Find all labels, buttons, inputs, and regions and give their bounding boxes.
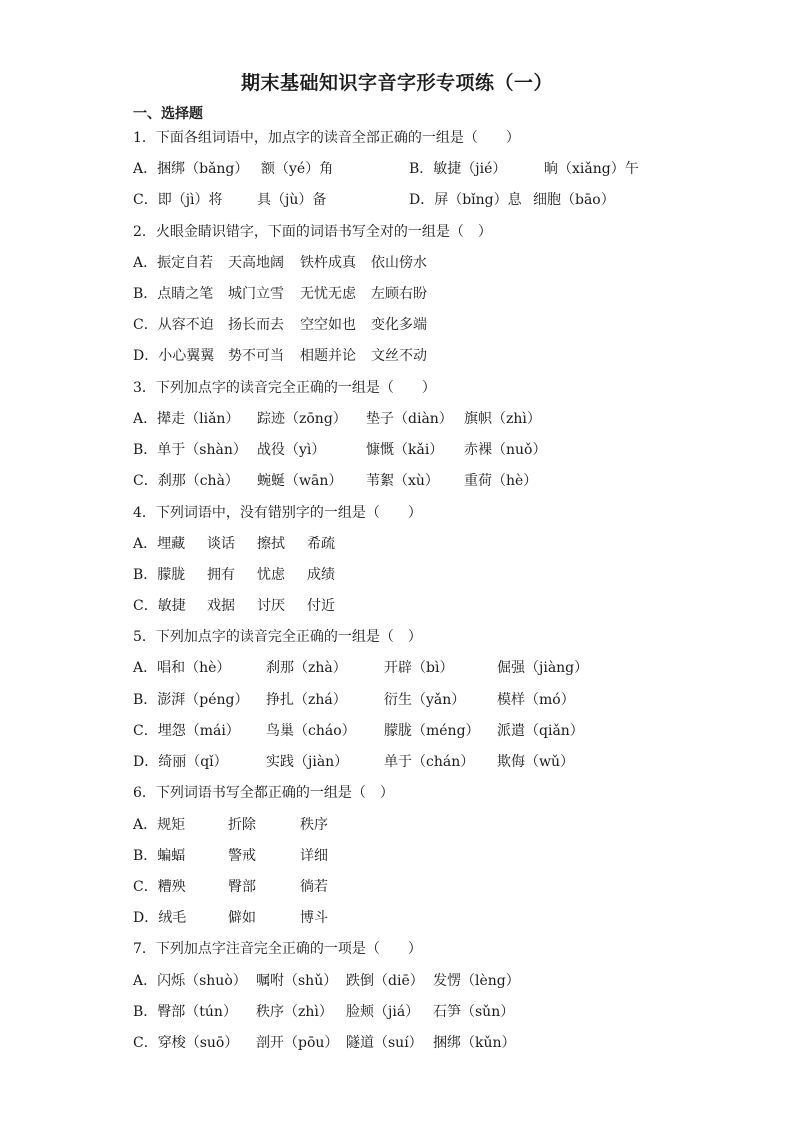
option-item: A．撵走（liǎn） (133, 411, 240, 427)
option-item: 朦胧（méng） (384, 723, 480, 739)
option-item: 徜若 (300, 879, 328, 895)
option-item: 慷慨（kǎi） (366, 442, 444, 458)
option-item: 警戒 (228, 848, 256, 864)
option-item: A．唱和（hè） (133, 660, 231, 676)
option-item: 隧道（suí） (346, 1035, 423, 1051)
option-item: 细胞（bāo） (533, 192, 615, 208)
option-item: 跌倒（diē） (346, 973, 424, 989)
option-item: A．振定自若 (133, 255, 214, 271)
question-stem: 3．下列加点字的读音完全正确的一组是（ ） (133, 380, 436, 396)
option-item: C．从容不迫 (133, 317, 214, 333)
option-item: 拥有 (207, 567, 235, 583)
option-item: 具（jù）备 (257, 192, 327, 208)
option-item: 空空如也 (300, 317, 356, 333)
section-heading: 一、选择题 (133, 106, 203, 122)
option-item: 嘱咐（shǔ） (256, 973, 338, 989)
option-item: 苇絮（xù） (366, 473, 439, 489)
option-item: B．澎湃（péng） (133, 692, 249, 708)
option-item: 戏据 (207, 598, 235, 614)
option-item: 单于（chán） (384, 754, 475, 770)
question-stem: 1．下面各组词语中，加点字的读音全部正确的一组是（ ） (133, 130, 520, 146)
option-item: 捆绑（kǔn） (433, 1035, 516, 1051)
option-item: D．绮丽（qǐ） (133, 754, 228, 770)
option-item: 脸颊（jiá） (346, 1004, 420, 1020)
option-item: 相题并论 (300, 348, 356, 364)
option-item: 臀部 (228, 879, 256, 895)
option-item: 天高地阔 (228, 255, 284, 271)
option-item: D．小心翼翼 (133, 348, 215, 364)
option-item: B．单于（shàn） (133, 442, 247, 458)
option-item: 踪迹（zōng） (257, 411, 347, 427)
option-item: 变化多端 (371, 317, 427, 333)
option-item: 发愣（lèng） (433, 973, 520, 989)
option-item: 额（yé）角 (261, 161, 334, 177)
option-item: 文丝不动 (371, 348, 427, 364)
option-item: 赤裸（nuǒ） (464, 442, 547, 458)
option-item: 谈话 (207, 536, 235, 552)
option-item: 派遣（qiǎn） (497, 723, 584, 739)
option-item: 刹那（zhà） (266, 660, 347, 676)
option-item: B．臀部（tún） (133, 1004, 237, 1020)
option-item: A．规矩 (133, 817, 186, 833)
option-item: 左顾右盼 (371, 286, 427, 302)
option-item: 开辟（bì） (384, 660, 454, 676)
option-item: D．绒毛 (133, 910, 187, 926)
option-item: C．穿梭（suō） (133, 1035, 239, 1051)
option-item: A．闪烁（shuò） (133, 973, 247, 989)
option-item: A．捆绑（bǎng） (133, 161, 249, 177)
option-item: 旗帜（zhì） (464, 411, 541, 427)
option-item: 无忧无虑 (300, 286, 356, 302)
option-item: 扬长而去 (228, 317, 284, 333)
option-item: B．蝙蝠 (133, 848, 186, 864)
option-item: 秩序（zhì） (256, 1004, 333, 1020)
option-item: 倔强（jiàng） (497, 660, 589, 676)
option-item: 依山傍水 (371, 255, 427, 271)
option-item: 剖开（pōu） (256, 1035, 339, 1051)
option-item: 欺侮（wǔ） (497, 754, 574, 770)
option-item: 城门立雪 (228, 286, 284, 302)
option-item: B．朦胧 (133, 567, 186, 583)
question-stem: 5．下列加点字的读音完全正确的一组是（ ） (133, 629, 422, 645)
option-item: 实践（jiàn） (266, 754, 349, 770)
option-item: 讨厌 (257, 598, 285, 614)
option-item: 石笋（sǔn） (433, 1004, 515, 1020)
option-item: 铁杵成真 (300, 255, 356, 271)
question-stem: 4．下列词语中，没有错别字的一组是（ ） (133, 505, 422, 521)
option-item: 博斗 (300, 910, 328, 926)
option-item: 重荷（hè） (464, 473, 538, 489)
option-item: A．埋藏 (133, 536, 186, 552)
option-item: 挣扎（zhá） (266, 692, 347, 708)
option-item: 折除 (228, 817, 256, 833)
option-item: B．点睛之笔 (133, 286, 214, 302)
option-item: 鸟巢（cháo） (266, 723, 356, 739)
option-item: C．刹那（chà） (133, 473, 239, 489)
option-item: C．埋怨（mái） (133, 723, 240, 739)
option-item: 势不可当 (228, 348, 284, 364)
question-stem: 2．火眼金睛识错字，下面的词语书写全对的一组是（ ） (133, 224, 492, 240)
option-item: 蜿蜒（wān） (257, 473, 343, 489)
option-item: 垫子（diàn） (366, 411, 453, 427)
option-item: 付近 (307, 598, 335, 614)
question-stem: 7．下列加点字注音完全正确的一项是（ ） (133, 941, 422, 957)
option-item: 僻如 (228, 910, 256, 926)
option-item: 战役（yì） (257, 442, 326, 458)
option-item: 秩序 (300, 817, 328, 833)
page-title: 期末基础知识字音字形专项练（一） (240, 72, 553, 94)
option-item: C．敏捷 (133, 598, 186, 614)
option-item: 希疏 (307, 536, 335, 552)
option-item: 详细 (300, 848, 328, 864)
option-item: 晌（xiǎng）午 (544, 161, 639, 177)
option-item: 擦拭 (257, 536, 285, 552)
option-item: B．敏捷（jié） (409, 161, 507, 177)
question-stem: 6．下列词语书写全都正确的一组是（ ） (133, 785, 394, 801)
option-item: 衍生（yǎn） (384, 692, 466, 708)
option-item: 模样（mó） (497, 692, 575, 708)
option-item: D．屏（bǐng）息 (409, 192, 522, 208)
option-item: C．即（jì）将 (133, 192, 223, 208)
option-item: 忧虑 (257, 567, 285, 583)
option-item: 成绩 (307, 567, 335, 583)
option-item: C．糟殃 (133, 879, 186, 895)
